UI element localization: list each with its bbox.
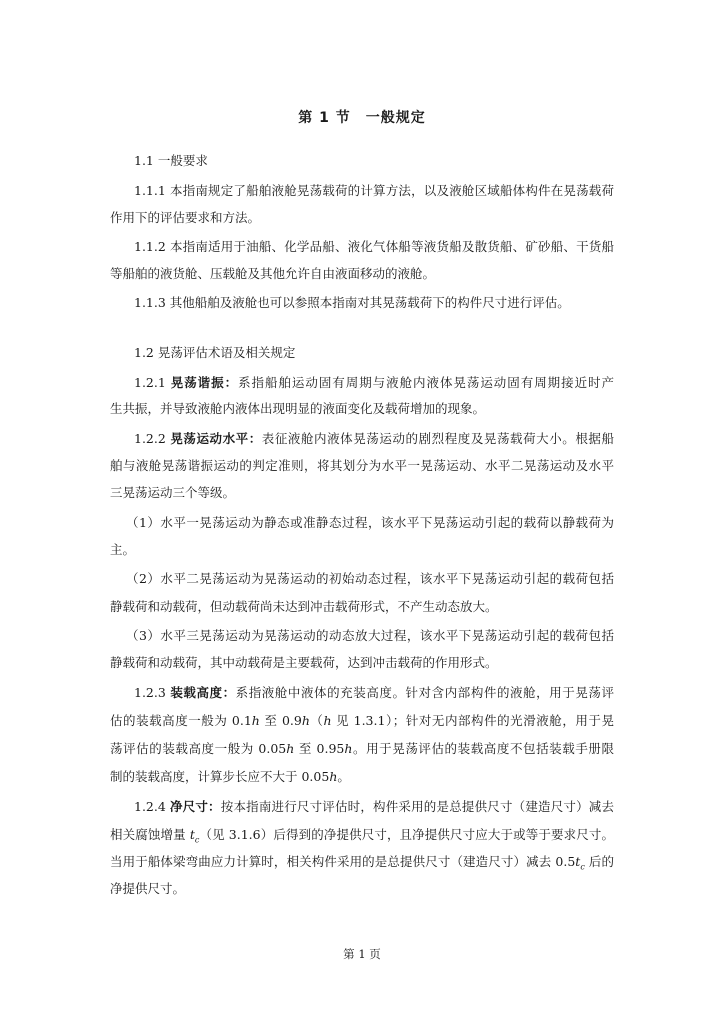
- para-1-1-2-line2: 等船舶的液货舱、压载舱及其他允许自由液面移动的液舱。: [110, 266, 436, 281]
- term-sloshing-resonance: 晃荡谐振：: [170, 375, 239, 390]
- section-title: 第 1 节 一般规定: [298, 110, 426, 126]
- para-1-2-2-line3: 三晃荡运动三个等级。: [110, 485, 236, 500]
- item-2-line1: （2）水平二晃荡运动为晃荡运动的初始动态过程，该水平下晃荡运动引起的载荷包括: [126, 571, 614, 586]
- item-3-line2: 静载荷和动载荷，其中动载荷是主要载荷，达到冲击载荷的作用形式。: [110, 655, 498, 670]
- heading-1-2: 1.2 晃荡评估术语及相关规定: [134, 345, 296, 360]
- item-3-line1: （3）水平三晃荡运动为晃荡运动的动态放大过程，该水平下晃荡运动引起的载荷包括: [126, 628, 614, 643]
- para-1-2-2-line1: 1.2.2 晃荡运动水平：表征液舱内液体晃荡运动的剧烈程度及晃荡载荷大小。根据船: [134, 431, 614, 446]
- para-1-2-4-line1: 1.2.4 净尺寸：按本指南进行尺寸评估时，构件采用的是总提供尺寸（建造尺寸）减去: [134, 799, 614, 814]
- para-1-2-4-line3: 当用于船体梁弯曲应力计算时，相关构件采用的是总提供尺寸（建造尺寸）减去 $0.5t_c$ 后的: [110, 854, 614, 872]
- term-net-scantling: 净尺寸：: [169, 799, 221, 814]
- para-1-2-4-line4: 净提供尺寸。: [110, 881, 186, 896]
- term-filling-height: 装载高度：: [170, 685, 236, 700]
- para-1-2-3-line4: 制的装载高度，计算步长应不大于 0.05h。: [110, 769, 350, 784]
- heading-1-1: 1.1 一般要求: [134, 153, 208, 168]
- para-1-2-2-line2: 舶与液舱晃荡谐振运动的判定准则，将其划分为水平一晃荡运动、水平二晃荡运动及水平: [110, 458, 614, 473]
- para-1-2-1-line2: 生共振，并导致液舱内液体出现明显的液面变化及载荷增加的现象。: [110, 401, 486, 416]
- item-1-line2: 主。: [110, 542, 136, 557]
- para-1-2-4-line2: 相关腐蚀增量 $t_c$（见 3.1.6）后得到的净提供尺寸，且净提供尺寸应大于或等于要求尺寸。: [110, 827, 614, 845]
- item-1-line1: （1）水平一晃荡运动为静态或准静态过程，该水平下晃荡运动引起的载荷以静载荷为: [126, 515, 614, 530]
- term-sloshing-level: 晃荡运动水平：: [170, 431, 262, 446]
- para-1-1-2-line1: 1.1.2 本指南适用于油船、化学品船、液化气体船等液货船及散货船、矿砂船、干货船: [134, 239, 614, 254]
- para-1-1-1-line1: 1.1.1 本指南规定了船舶液舱晃荡载荷的计算方法，以及液舱区域船体构件在晃荡载荷: [134, 183, 614, 198]
- para-1-2-1-line1: 1.2.1 晃荡谐振：系指船舶运动固有周期与液舱内液体晃荡运动固有周期接近时产: [134, 375, 614, 390]
- para-1-2-3-line2: 估的装载高度一般为 0.1h 至 0.9h（h 见 1.3.1）；针对无内部构件的光滑液舱，用于晃: [110, 713, 614, 728]
- para-1-2-3-line3: 荡评估的装载高度一般为 0.05h 至 0.95h。用于晃荡评估的装载高度不包括装载手册限: [110, 741, 615, 756]
- para-1-1-1-line2: 作用下的评估要求和方法。: [110, 210, 261, 225]
- page-number: 第 1 页: [343, 947, 381, 961]
- para-1-2-3-line1: 1.2.3 装载高度：系指液舱中液体的充装高度。针对含内部构件的液舱，用于晃荡评: [134, 685, 614, 700]
- para-1-1-3-line1: 1.1.3 其他船舶及液舱也可以参照本指南对其晃荡载荷下的构件尺寸进行评估。: [134, 295, 570, 310]
- item-2-line2: 静载荷和动载荷，但动载荷尚未达到冲击载荷形式，不产生动态放大。: [110, 599, 498, 614]
